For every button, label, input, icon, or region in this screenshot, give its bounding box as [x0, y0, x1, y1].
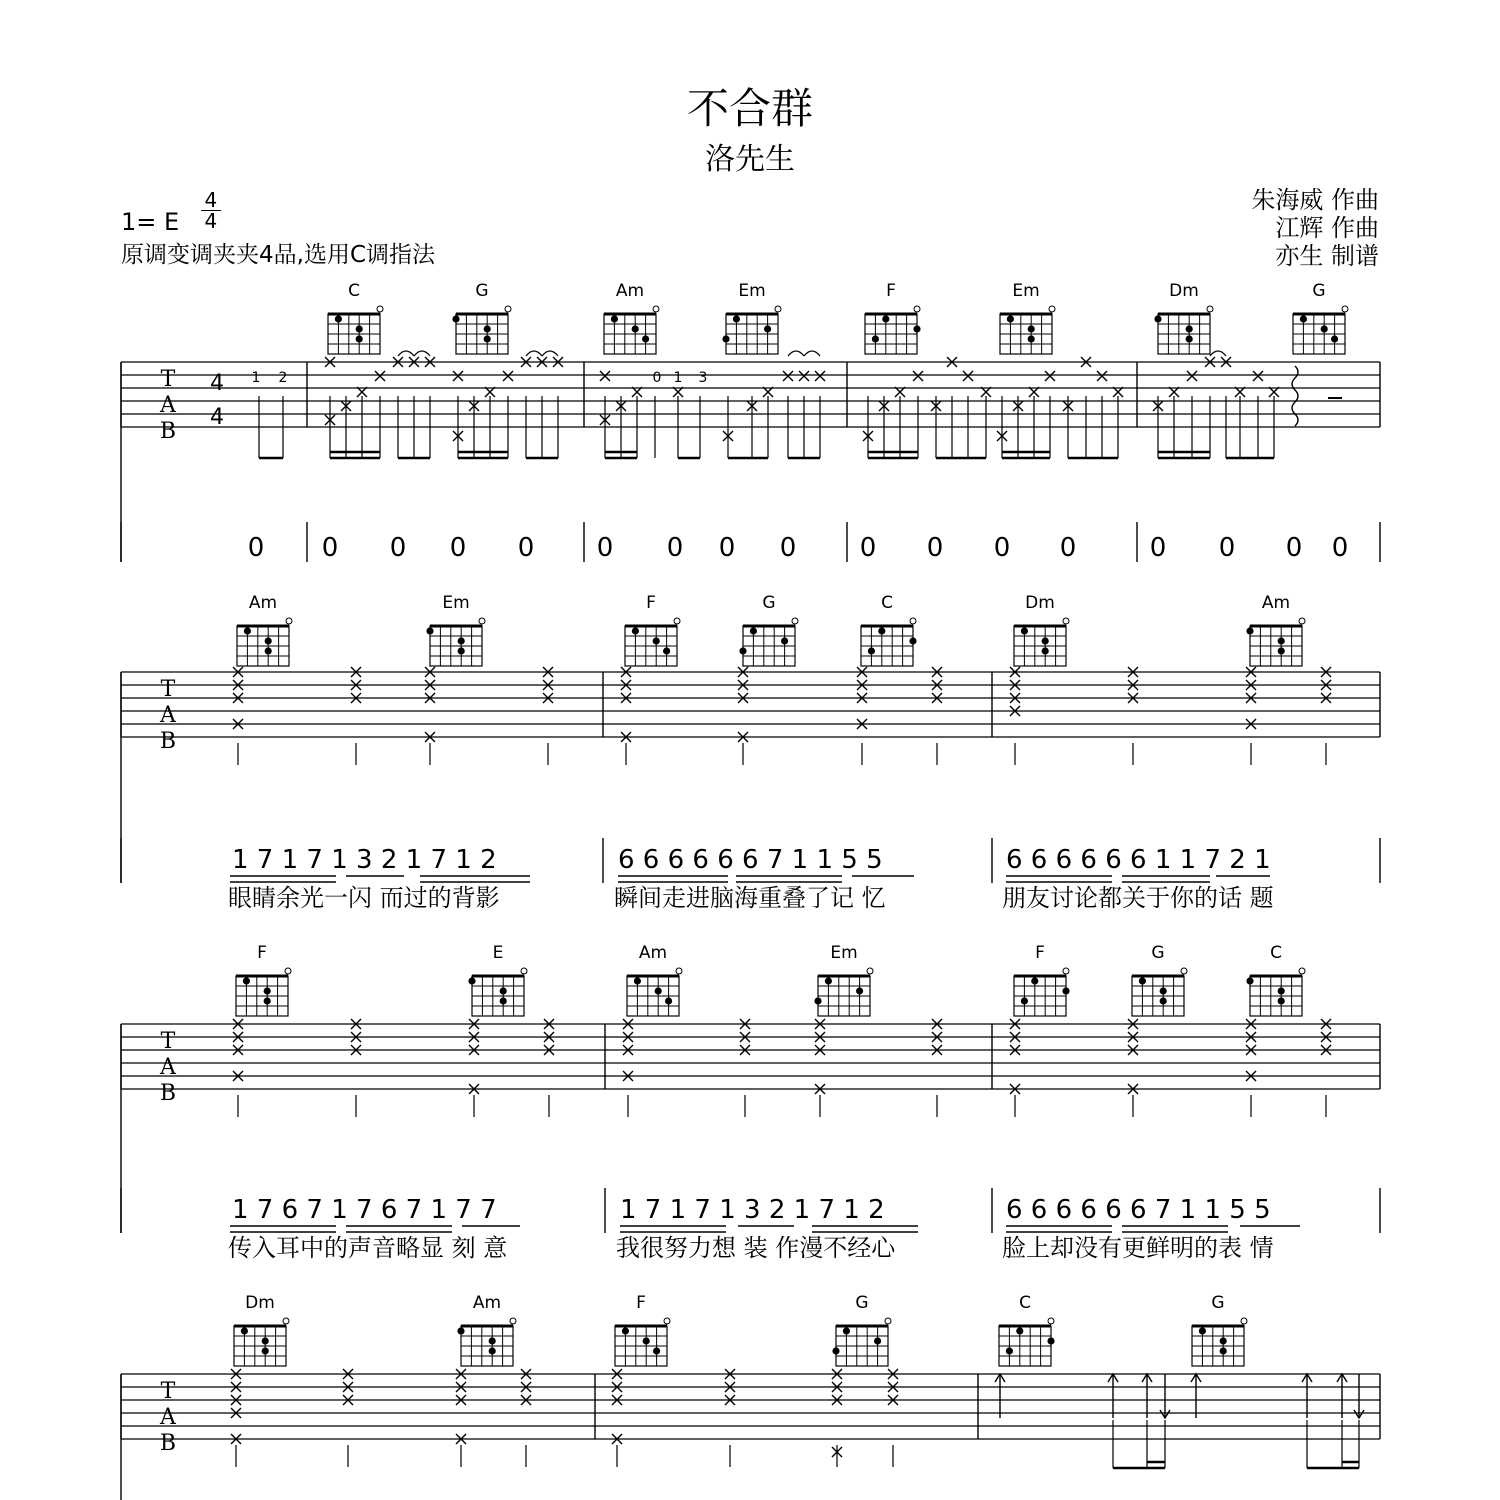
fret-number: 0: [652, 370, 662, 386]
chord-diagram-f: [865, 281, 921, 354]
open-string-mark: [885, 1318, 891, 1324]
jianpu-rest: 0: [1059, 533, 1077, 563]
tab-clef-letter: T: [160, 677, 176, 702]
chord-name: G: [855, 1293, 869, 1313]
finger-dot: [1160, 987, 1167, 994]
chord-diagram-f: [1014, 943, 1070, 1016]
strum-up-arrow: [995, 1374, 1005, 1418]
time-signature-top: 4: [201, 190, 221, 211]
finger-dot: [356, 335, 363, 342]
tab-stroke-mark: [600, 371, 610, 381]
jianpu-rest: 0: [321, 533, 339, 563]
finger-dot: [1186, 325, 1193, 332]
jianpu-notes: 6 6 6 6 6 6 7 1 1 5 5: [618, 845, 883, 875]
jianpu-rest: 0: [1285, 533, 1303, 563]
jianpu-rest: 0: [993, 533, 1011, 563]
jianpu-rest: 0: [449, 533, 467, 563]
tab-stroke-mark: [1097, 371, 1107, 381]
tie-arc: [1210, 351, 1226, 356]
time-signature-bottom: 4: [204, 209, 218, 233]
finger-dot: [642, 335, 649, 342]
chord-name: Em: [1012, 281, 1040, 301]
tab-stroke-mark: [1253, 371, 1263, 381]
chord-diagram-g: [832, 1293, 891, 1366]
finger-dot: [632, 627, 639, 634]
chord-diagram-em: [1000, 281, 1055, 354]
fret-number: 2: [278, 370, 288, 386]
finger-dot: [335, 315, 342, 322]
tab-stroke-mark: [1187, 371, 1197, 381]
chord-diagram-dm: [1014, 593, 1069, 666]
open-string-mark: [674, 618, 680, 624]
open-string-mark: [1181, 968, 1187, 974]
chord-diagram-g: [1192, 1293, 1247, 1366]
finger-dot: [874, 1337, 881, 1344]
song-title: 不合群: [686, 84, 813, 133]
chord-diagram-g: [1132, 943, 1187, 1016]
chord-diagram-g: [739, 593, 798, 666]
fret-number: 1: [673, 370, 683, 386]
finger-dot: [262, 1347, 269, 1354]
finger-dot: [264, 997, 271, 1004]
capo-note: 原调变调夹夹4品,选用C调指法: [121, 242, 436, 268]
finger-dot: [622, 1327, 629, 1334]
chord-diagram-am: [457, 1293, 516, 1366]
tab-clef-letter: B: [159, 1431, 177, 1456]
tab-stroke-mark: [1045, 371, 1055, 381]
finger-dot: [468, 977, 475, 984]
finger-dot: [1160, 997, 1167, 1004]
chord-diagram-em: [426, 593, 485, 666]
open-string-mark: [1241, 1318, 1247, 1324]
finger-dot: [1199, 1327, 1206, 1334]
finger-dot: [1007, 315, 1014, 322]
chord-name: G: [1211, 1293, 1225, 1313]
jianpu-rest: 0: [389, 533, 407, 563]
tie-arc: [526, 351, 542, 356]
finger-dot: [262, 1337, 269, 1344]
tie-arc: [398, 351, 414, 356]
finger-dot: [265, 637, 272, 644]
finger-dot: [1278, 987, 1285, 994]
strum-down-arrow: [1160, 1374, 1170, 1418]
chord-diagram-am: [1246, 593, 1305, 666]
chord-diagram-c: [861, 593, 917, 666]
tie-arc: [542, 351, 558, 356]
finger-dot: [1246, 627, 1253, 634]
jianpu-rest: 0: [1331, 533, 1349, 563]
strum-down-arrow: [1354, 1374, 1364, 1418]
finger-dot: [241, 1327, 248, 1334]
finger-dot: [814, 997, 821, 1004]
strum-up-arrow: [1337, 1374, 1347, 1418]
jianpu-rest: 0: [666, 533, 684, 563]
chord-name: Em: [738, 281, 766, 301]
finger-dot: [489, 1337, 496, 1344]
finger-dot: [484, 325, 491, 332]
finger-dot: [457, 1327, 464, 1334]
finger-dot: [611, 315, 618, 322]
finger-dot: [1278, 997, 1285, 1004]
tab-clef-letter: A: [160, 1405, 176, 1430]
finger-dot: [426, 627, 433, 634]
strum-up-arrow: [1191, 1374, 1201, 1418]
tab-stroke-mark: [799, 371, 809, 381]
finger-dot: [781, 637, 788, 644]
finger-dot: [1278, 647, 1285, 654]
artist-name: 洛先生: [705, 142, 795, 177]
chord-name: Em: [830, 943, 858, 963]
chord-name: Am: [472, 1293, 502, 1313]
finger-dot: [1031, 977, 1038, 984]
finger-dot: [868, 647, 875, 654]
finger-dot: [733, 315, 740, 322]
finger-dot: [872, 335, 879, 342]
chord-name: F: [1035, 943, 1045, 963]
credit-composer-1: 朱海威 作曲: [1251, 186, 1379, 214]
jianpu-rest: 0: [718, 533, 736, 563]
chord-diagram-f: [625, 593, 680, 666]
finger-dot: [1042, 647, 1049, 654]
tab-stroke-mark: [453, 371, 463, 381]
open-string-mark: [505, 306, 511, 312]
finger-dot: [764, 325, 771, 332]
jianpu-rest: 0: [859, 533, 877, 563]
credit-composer-2: 江辉 作曲: [1275, 214, 1379, 242]
finger-dot: [634, 977, 641, 984]
tab-time-signature-top: 4: [210, 371, 224, 396]
finger-dot: [1300, 315, 1307, 322]
finger-dot: [1047, 1337, 1054, 1344]
open-string-mark: [664, 1318, 670, 1324]
finger-dot: [663, 647, 670, 654]
finger-dot: [739, 647, 746, 654]
finger-dot: [1028, 325, 1035, 332]
chord-diagram-f: [615, 1293, 670, 1366]
chord-diagram-c: [1246, 943, 1305, 1016]
chord-diagram-f: [236, 943, 291, 1016]
open-string-mark: [510, 1318, 516, 1324]
finger-dot: [1139, 977, 1146, 984]
strum-up-arrow: [1302, 1374, 1312, 1418]
chord-name: C: [348, 281, 360, 301]
lyric-line: 传入耳中的声音略显 刻 意: [228, 1234, 508, 1262]
tab-stroke-mark: [815, 371, 825, 381]
fret-number: 3: [698, 370, 708, 386]
chord-diagram-am: [604, 281, 659, 354]
chord-diagram-em: [722, 281, 781, 354]
chord-name: F: [257, 943, 267, 963]
chord-name: G: [1312, 281, 1326, 301]
chord-name: Em: [442, 593, 470, 613]
finger-dot: [458, 647, 465, 654]
tab-stroke-mark: [963, 371, 973, 381]
finger-dot: [1021, 627, 1028, 634]
chord-diagram-g: [452, 281, 511, 354]
finger-dot: [653, 1347, 660, 1354]
strum-up-arrow: [1108, 1374, 1118, 1418]
tie-arc: [414, 351, 430, 356]
chord-name: Dm: [1025, 593, 1055, 613]
open-string-mark: [285, 968, 291, 974]
open-string-mark: [1063, 968, 1069, 974]
key-label: 1= E: [121, 208, 180, 236]
finger-dot: [1220, 1347, 1227, 1354]
tab-clef-letter: T: [160, 1029, 176, 1054]
finger-dot: [750, 627, 757, 634]
finger-dot: [632, 325, 639, 332]
open-string-mark: [1342, 306, 1348, 312]
finger-dot: [265, 647, 272, 654]
finger-dot: [500, 997, 507, 1004]
tab-stroke-mark: [783, 371, 793, 381]
finger-dot: [243, 977, 250, 984]
open-string-mark: [1048, 1318, 1054, 1324]
open-string-mark: [910, 618, 916, 624]
open-string-mark: [1049, 306, 1055, 312]
finger-dot: [722, 335, 729, 342]
lyric-line: 眼睛余光一闪 而过的背影: [228, 884, 500, 912]
chord-name: C: [1019, 1293, 1031, 1313]
finger-dot: [1028, 335, 1035, 342]
finger-dot: [856, 987, 863, 994]
jianpu-rest: 0: [247, 533, 265, 563]
finger-dot: [484, 335, 491, 342]
chord-name: E: [492, 943, 504, 963]
finger-dot: [1042, 637, 1049, 644]
chord-name: Am: [248, 593, 278, 613]
open-string-mark: [676, 968, 682, 974]
chord-name: G: [475, 281, 489, 301]
chord-diagram-e: [468, 943, 527, 1016]
strum-up-arrow: [1142, 1374, 1152, 1418]
finger-dot: [244, 627, 251, 634]
chord-name: G: [762, 593, 776, 613]
finger-dot: [913, 325, 920, 332]
finger-dot: [1062, 987, 1069, 994]
finger-dot: [452, 315, 459, 322]
lyric-line: 我很努力想 装 作漫不经心: [616, 1234, 896, 1262]
finger-dot: [489, 1347, 496, 1354]
open-string-mark: [1207, 306, 1213, 312]
tab-time-signature-bottom: 4: [210, 405, 224, 430]
tab-stroke-mark: [913, 371, 923, 381]
chord-name: F: [646, 593, 656, 613]
chord-name: Dm: [1169, 281, 1199, 301]
chord-diagram-c: [999, 1293, 1055, 1366]
chord-diagram-em: [814, 943, 873, 1016]
fret-number: 1: [251, 370, 261, 386]
lyric-line: 瞬间走进脑海重叠了记 忆: [614, 884, 886, 912]
open-string-mark: [867, 968, 873, 974]
open-string-mark: [1299, 968, 1305, 974]
finger-dot: [655, 987, 662, 994]
finger-dot: [878, 627, 885, 634]
finger-dot: [1331, 335, 1338, 342]
finger-dot: [458, 637, 465, 644]
finger-dot: [1154, 315, 1161, 322]
open-string-mark: [377, 306, 383, 312]
finger-dot: [882, 315, 889, 322]
chord-diagram-dm: [1154, 281, 1213, 354]
finger-dot: [825, 977, 832, 984]
finger-dot: [1246, 977, 1253, 984]
jianpu-rest: 0: [779, 533, 797, 563]
finger-dot: [500, 987, 507, 994]
chord-name: Am: [638, 943, 668, 963]
chord-name: F: [886, 281, 896, 301]
jianpu-rest: 0: [1149, 533, 1167, 563]
finger-dot: [1021, 997, 1028, 1004]
jianpu-notes: 6 6 6 6 6 6 1 1 7 2 1: [1006, 845, 1271, 875]
lyric-line: 朋友讨论都关于你的话 题: [1002, 884, 1274, 912]
tab-clef-letter: A: [160, 393, 176, 418]
tab-clef-letter: A: [160, 1055, 176, 1080]
finger-dot: [1186, 335, 1193, 342]
chord-diagram-c: [328, 281, 383, 354]
chord-name: C: [1270, 943, 1282, 963]
jianpu-rest: 0: [1218, 533, 1236, 563]
open-string-mark: [521, 968, 527, 974]
finger-dot: [909, 637, 916, 644]
tab-clef-letter: B: [159, 419, 177, 444]
jianpu-rest: 0: [517, 533, 535, 563]
open-string-mark: [775, 306, 781, 312]
finger-dot: [264, 987, 271, 994]
jianpu-rest: 0: [596, 533, 614, 563]
tie-arc: [788, 351, 804, 356]
jianpu-notes: 1 7 6 7 1 7 6 7 1 7 7: [232, 1195, 497, 1225]
open-string-mark: [283, 1318, 289, 1324]
finger-dot: [643, 1337, 650, 1344]
open-string-mark: [653, 306, 659, 312]
chord-name: C: [881, 593, 893, 613]
tab-clef-letter: T: [160, 1379, 176, 1404]
open-string-mark: [914, 306, 920, 312]
open-string-mark: [792, 618, 798, 624]
tab-stroke-mark: [375, 371, 385, 381]
chord-diagram-am: [237, 593, 292, 666]
finger-dot: [1220, 1337, 1227, 1344]
finger-dot: [1016, 1327, 1023, 1334]
tab-stroke-mark: [503, 371, 513, 381]
chord-name: F: [636, 1293, 646, 1313]
chord-diagram-am: [627, 943, 682, 1016]
finger-dot: [832, 1347, 839, 1354]
tab-clef-letter: B: [159, 1081, 177, 1106]
tab-clef-letter: A: [160, 703, 176, 728]
finger-dot: [356, 325, 363, 332]
open-string-mark: [1063, 618, 1069, 624]
chord-name: G: [1151, 943, 1165, 963]
jianpu-rest: 0: [926, 533, 944, 563]
jianpu-notes: 1 7 1 7 1 3 2 1 7 1 2: [620, 1195, 885, 1225]
lyric-line: 脸上却没有更鲜明的表 情: [1002, 1234, 1274, 1262]
chord-name: Am: [1261, 593, 1291, 613]
finger-dot: [1006, 1347, 1013, 1354]
credit-transcriber: 亦生 制谱: [1275, 242, 1379, 270]
finger-dot: [843, 1327, 850, 1334]
tab-clef-letter: T: [160, 367, 176, 392]
open-string-mark: [1299, 618, 1305, 624]
chord-name: Dm: [245, 1293, 275, 1313]
jianpu-notes: 1 7 1 7 1 3 2 1 7 1 2: [232, 845, 497, 875]
open-string-mark: [479, 618, 485, 624]
tab-clef-letter: B: [159, 729, 177, 754]
chord-diagram-g: [1293, 281, 1348, 354]
chord-diagram-dm: [234, 1293, 289, 1366]
finger-dot: [1321, 325, 1328, 332]
jianpu-notes: 6 6 6 6 6 6 7 1 1 5 5: [1006, 1195, 1271, 1225]
open-string-mark: [286, 618, 292, 624]
finger-dot: [653, 637, 660, 644]
finger-dot: [1278, 637, 1285, 644]
finger-dot: [665, 997, 672, 1004]
chord-name: Am: [615, 281, 645, 301]
tie-arc: [804, 351, 820, 356]
